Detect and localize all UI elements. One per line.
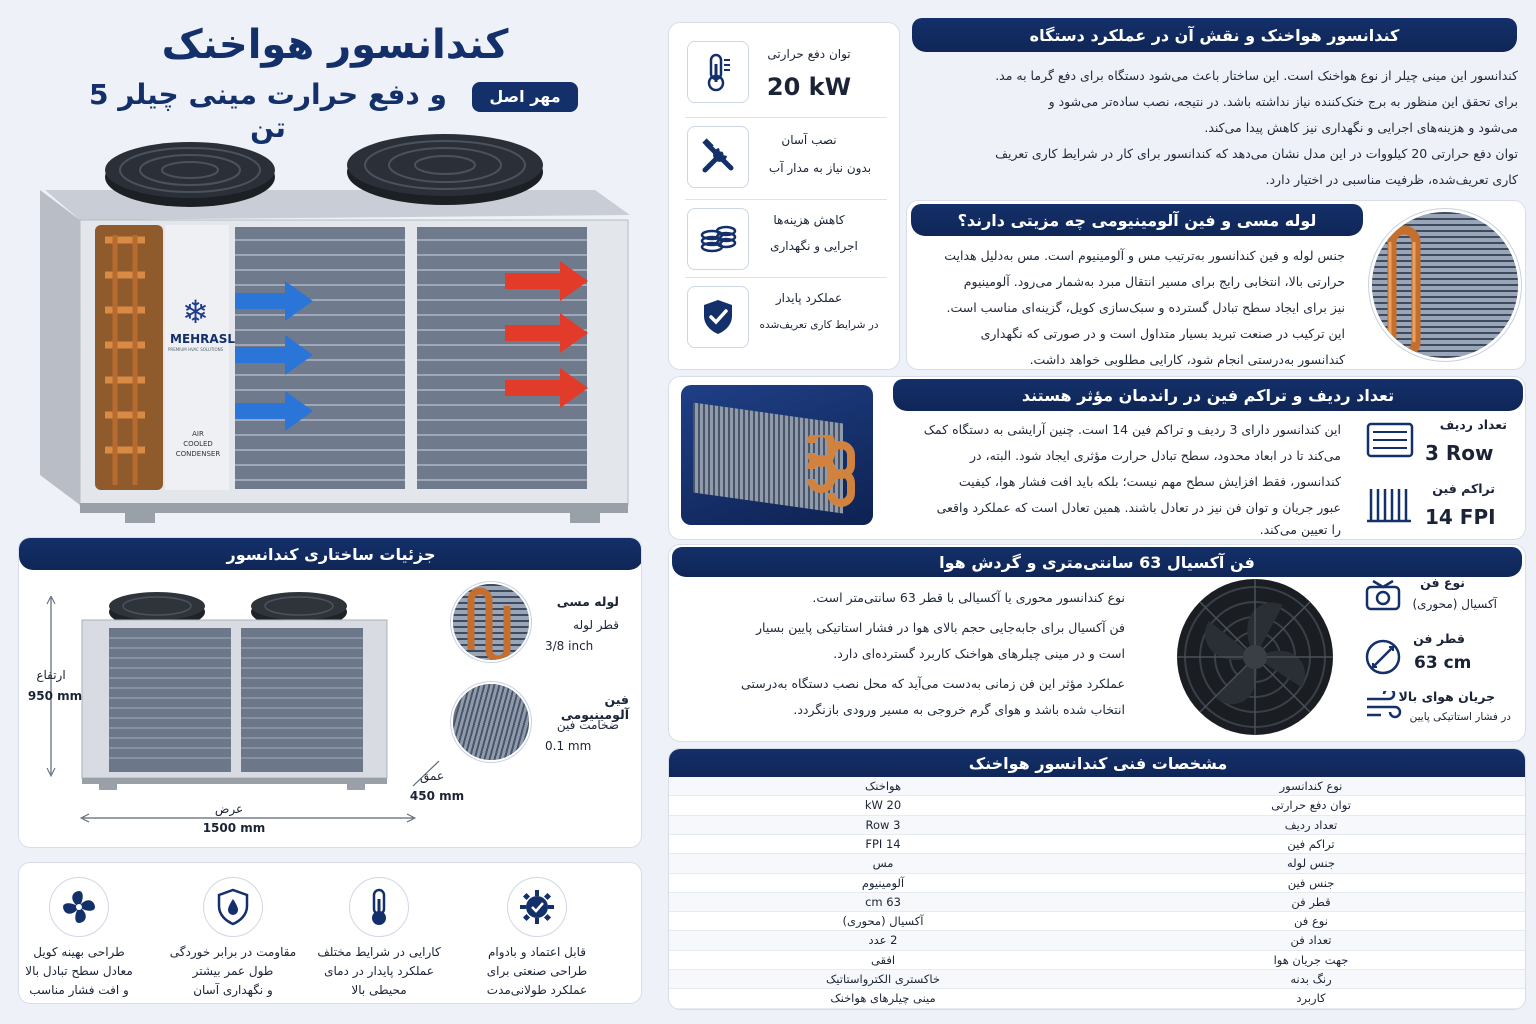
stat-fins-value: 14 FPI xyxy=(1425,505,1496,529)
feature-3-line-3: و نگهداری آسان xyxy=(193,983,273,997)
feature-4-line-3: و افت فشار مناسب xyxy=(29,983,129,997)
highlight-title-1: توان دفع حرارتی xyxy=(767,47,851,61)
brand-badge: مهر اصل xyxy=(472,82,578,112)
spec-key: جنس لوله xyxy=(1286,856,1335,871)
feature-2-line-1: کارایی در شرایط مختلف xyxy=(317,945,441,959)
spec-value: آکسیال (محوری) xyxy=(842,914,924,929)
aluminum-fin-thumb xyxy=(451,682,531,762)
section-role-line-4: توان دفع حرارتی 20 کیلووات در این مدل نشان می‌دهد که کندانسور برای کار در شرایط کاری تعریف xyxy=(995,146,1518,161)
structure-card xyxy=(18,537,642,848)
unit-label-condenser: CONDENSER xyxy=(175,450,221,458)
section-role-line-1: کندانسور این مینی چیلر از نوع هواخنک است. این ساختار باعث می‌شود دستگاه برای دفع گرما به مد. xyxy=(995,68,1518,83)
feature-4-line-2: معادل سطح تبادل بالا xyxy=(25,964,133,978)
shield-check-icon xyxy=(687,286,749,348)
fan-stat-diameter-value: 63 cm xyxy=(1414,653,1472,673)
fan-stat-type-value: آکسیال (محوری) xyxy=(1412,597,1497,611)
spec-row xyxy=(669,854,1525,873)
depth-label: عمق xyxy=(419,769,445,783)
spec-key: رنگ بدنه xyxy=(1290,972,1332,986)
stat-rows-value: 3 Row xyxy=(1425,441,1494,465)
copper-coil-image xyxy=(1369,209,1521,361)
spec-row xyxy=(669,777,1525,796)
brand-tagline: PREMIUM HVAC SOLUTIONS xyxy=(168,347,224,352)
spec-value: خاکستری الکترواستاتیک xyxy=(825,972,940,986)
spec-row xyxy=(669,816,1525,835)
stat-fins-label: تراکم فین xyxy=(1432,481,1495,496)
spec-key: تراکم فین xyxy=(1287,836,1335,851)
spec-key: جنس فین xyxy=(1287,875,1335,890)
section-rows-line-4: عبور جریان و توان فن نیز در تعادل باشند. همین تعادل است که عملکرد واقعی xyxy=(936,500,1341,515)
section-role-card xyxy=(906,18,1526,198)
spec-table-body xyxy=(669,777,1525,1009)
section-fan-card xyxy=(668,544,1526,742)
part-copper-detail-value: 3/8 inch xyxy=(545,639,594,653)
spec-key: کاربرد xyxy=(1296,991,1326,1006)
width-label: عرض xyxy=(214,802,244,816)
airflow-in-arrows xyxy=(235,281,313,431)
spec-row xyxy=(669,989,1525,1008)
tools-icon xyxy=(687,126,749,188)
spec-row xyxy=(669,931,1525,950)
dimension-lines xyxy=(41,596,461,836)
highlight-title-3: کاهش هزینه‌ها xyxy=(773,213,845,227)
part-fin-detail-label: ضخامت فین xyxy=(556,718,619,732)
feature-2-line-3: محیطی بالا xyxy=(351,983,407,997)
hero-condenser-illustration xyxy=(35,125,635,525)
spec-key: قطر فن xyxy=(1291,894,1331,909)
spec-value: 2 عدد xyxy=(868,933,898,948)
fan-icon xyxy=(49,877,109,937)
coins-icon xyxy=(687,208,749,270)
section-rows-card xyxy=(668,376,1526,540)
feature-1-line-1: قابل اعتماد و بادوام xyxy=(487,945,586,959)
drop-shield-icon xyxy=(203,877,263,937)
highlight-value-4: در شرایط کاری تعریف‌شده xyxy=(759,319,879,331)
width-value: 1500 mm xyxy=(202,821,266,835)
highlight-value-3: اجرایی و نگهداری xyxy=(770,239,858,253)
spec-value: مس xyxy=(872,856,894,871)
part-fin-detail-value: 0.1 mm xyxy=(545,739,592,753)
highlight-value-2: بدون نیاز به مدار آب xyxy=(768,161,872,175)
hero-title: کندانسور هواخنک xyxy=(161,22,509,68)
stat-rows-label: تعداد ردیف xyxy=(1439,417,1507,432)
feature-4-line-1: طراحی بهینه کویل xyxy=(33,945,125,959)
unit-label-air: AIR xyxy=(192,430,204,438)
section-fan-line-2: فن آکسیال برای جابه‌جایی حجم بالای هوا در فشار استاتیکی پایین بسیار xyxy=(755,620,1125,635)
section-material-line-1: جنس لوله و فین کندانسور به‌ترتیب مس و آلومینیوم است. مس به‌دلیل هدایت xyxy=(944,248,1345,263)
copper-tube-thumb xyxy=(451,582,531,662)
section-rows-line-1: این کندانسور دارای 3 ردیف و تراکم فین 14 است. چنین آرایشی به دستگاه کمک xyxy=(923,422,1341,437)
section-fan-title: فن آکسیال 63 سانتی‌متری و گردش هوا xyxy=(672,547,1522,577)
feature-3-line-1: مقاومت در برابر خوردگی xyxy=(169,945,297,959)
spec-key: نوع کندانسور xyxy=(1279,779,1343,793)
fan-stat-airflow-value: در فشار استاتیکی پایین xyxy=(1409,711,1511,723)
airflow-out-arrows xyxy=(505,261,588,408)
highlight-title-4: عملکرد پایدار xyxy=(775,291,843,305)
section-fan-line-5: انتخاب شده باشد و هوای گرم خروجی به مسیر ورودی بازنگردد. xyxy=(793,702,1125,717)
section-role-line-5: کاری تعریف‌شده، ظرفیت مناسبی در اختیار دارد. xyxy=(1265,172,1518,187)
hero-fan-left xyxy=(105,142,275,207)
section-role-title: کندانسور هواخنک و نقش آن در عملکرد دستگاه xyxy=(912,18,1517,52)
hero-fan-right xyxy=(347,134,543,205)
spec-value: 3 Row xyxy=(865,817,901,832)
section-material-title: لوله مسی و فین آلومینیومی چه مزیتی دارند؟ xyxy=(911,204,1363,236)
height-value: 950 mm xyxy=(27,689,83,703)
highlight-title-2: نصب آسان xyxy=(781,133,837,147)
coil-rows-icon xyxy=(1365,421,1415,463)
spec-value: آلومینیوم xyxy=(861,875,905,890)
brand-logo-icon: ❄ xyxy=(182,293,209,331)
spec-row xyxy=(669,893,1525,912)
section-material-line-4: این ترکیب در صنعت تبرید بسیار متداول است و در صورتی که نگهداری xyxy=(980,326,1345,341)
spec-row xyxy=(669,796,1525,815)
spec-row xyxy=(669,912,1525,931)
section-role-line-3: می‌شود و هزینه‌های اجرایی و نگهداری نیز کاهش پیدا می‌کند. xyxy=(1204,120,1518,135)
structure-title: جزئیات ساختاری کندانسور xyxy=(19,538,642,570)
section-rows-line-5: را تعیین می‌کند. xyxy=(1259,522,1341,537)
feature-3-line-2: طول عمر بیشتر xyxy=(192,964,274,978)
section-rows-line-2: می‌کند تا در ابعاد محدود، سطح تبادل حرارت مؤثری ایجاد شود. البته، در xyxy=(969,448,1341,463)
features-card xyxy=(18,862,642,1004)
spec-row xyxy=(669,970,1525,989)
spec-value: مینی چیلرهای هواخنک xyxy=(830,991,936,1006)
spec-table-card xyxy=(668,748,1526,1010)
fan-stat-diameter-label: قطر فن xyxy=(1413,631,1465,646)
spec-value: 63 cm xyxy=(865,894,901,909)
hero-subtitle: و دفع حرارت مینی چیلر 5 تن xyxy=(89,78,447,144)
spec-value: 20 kW xyxy=(864,798,902,813)
section-material-card xyxy=(906,200,1526,370)
section-fan-line-1: نوع کندانسور محوری یا آکسیالی با قطر 63 سانتی‌متر است. xyxy=(812,590,1125,605)
section-rows-line-3: کندانسور، فقط افزایش سطح مهم نیست؛ بلکه باید افت فشار هوا، کیفیت xyxy=(958,474,1341,489)
spec-key: تعداد فن xyxy=(1290,933,1332,948)
feature-1-line-2: طراحی صنعتی برای xyxy=(486,964,588,978)
section-material-line-3: نیز برای ایجاد سطح تبادل گسترده و سبک‌سازی کویل، گزینه‌ای مناسب است. xyxy=(946,300,1345,315)
section-rows-title: تعداد ردیف و تراکم فین در راندمان مؤثر هستند xyxy=(893,379,1523,411)
fin-block-image xyxy=(681,385,873,525)
spec-key: تعداد ردیف xyxy=(1284,817,1338,832)
gear-shield-icon xyxy=(507,877,567,937)
spec-table-title: مشخصات فنی کندانسور هواخنک xyxy=(669,749,1526,777)
fan-stat-airflow-label: جریان هوای بالا xyxy=(1398,689,1495,704)
spec-value: هواخنک xyxy=(864,779,902,793)
highlight-value-1: 20 kW xyxy=(766,73,852,101)
spec-row xyxy=(669,874,1525,893)
brand-name: MEHRASL xyxy=(170,332,235,346)
thermometer-feature-icon xyxy=(349,877,409,937)
part-fin-name: فین آلومینیومی xyxy=(560,692,629,722)
part-copper-name: لوله مسی xyxy=(556,594,619,609)
unit-label-cooled: COOLED xyxy=(183,440,213,448)
spec-row xyxy=(669,835,1525,854)
highlights-card xyxy=(668,22,900,370)
spec-key: نوع فن xyxy=(1294,914,1328,929)
section-material-line-2: حرارتی بالا، انتخابی رایج برای مسیر انتقال مبرد به‌شمار می‌رود. آلومینیوم xyxy=(963,274,1345,289)
spec-row xyxy=(669,951,1525,970)
section-role-line-2: برای تحقق این منظور به برج خنک‌کننده نیاز نداشته باشد. در نتیجه، نصب ساده‌تر می‌شود و xyxy=(1048,94,1518,109)
section-material-line-5: کندانسور به‌درستی انجام شود، کارایی مطلوبی خواهد داشت. xyxy=(1029,352,1345,367)
part-copper-detail-label: قطر لوله xyxy=(573,618,619,632)
feature-1-line-3: عملکرد طولانی‌مدت xyxy=(486,983,588,997)
fan-stat-type-label: نوع فن xyxy=(1420,575,1465,590)
spec-value: افقی xyxy=(870,952,896,967)
section-fan-line-3: است و در مینی چیلرهای هواخنک کاربرد گسترده‌ای دارد. xyxy=(833,646,1125,661)
axial-fan-image xyxy=(1173,575,1337,739)
feature-2-line-2: عملکرد پایدار در دمای xyxy=(324,964,434,978)
height-label: ارتفاع xyxy=(36,668,66,682)
spec-key: جهت جریان هوا xyxy=(1273,952,1349,967)
spec-value: 14 FPI xyxy=(865,836,901,851)
thermometer-icon xyxy=(687,41,749,103)
spec-key: توان دفع حرارتی xyxy=(1271,798,1351,813)
depth-value: 450 mm xyxy=(409,789,465,803)
section-fan-line-4: عملکرد مؤثر این فن زمانی به‌دست می‌آید که محل نصب دستگاه به‌درستی xyxy=(741,676,1125,691)
